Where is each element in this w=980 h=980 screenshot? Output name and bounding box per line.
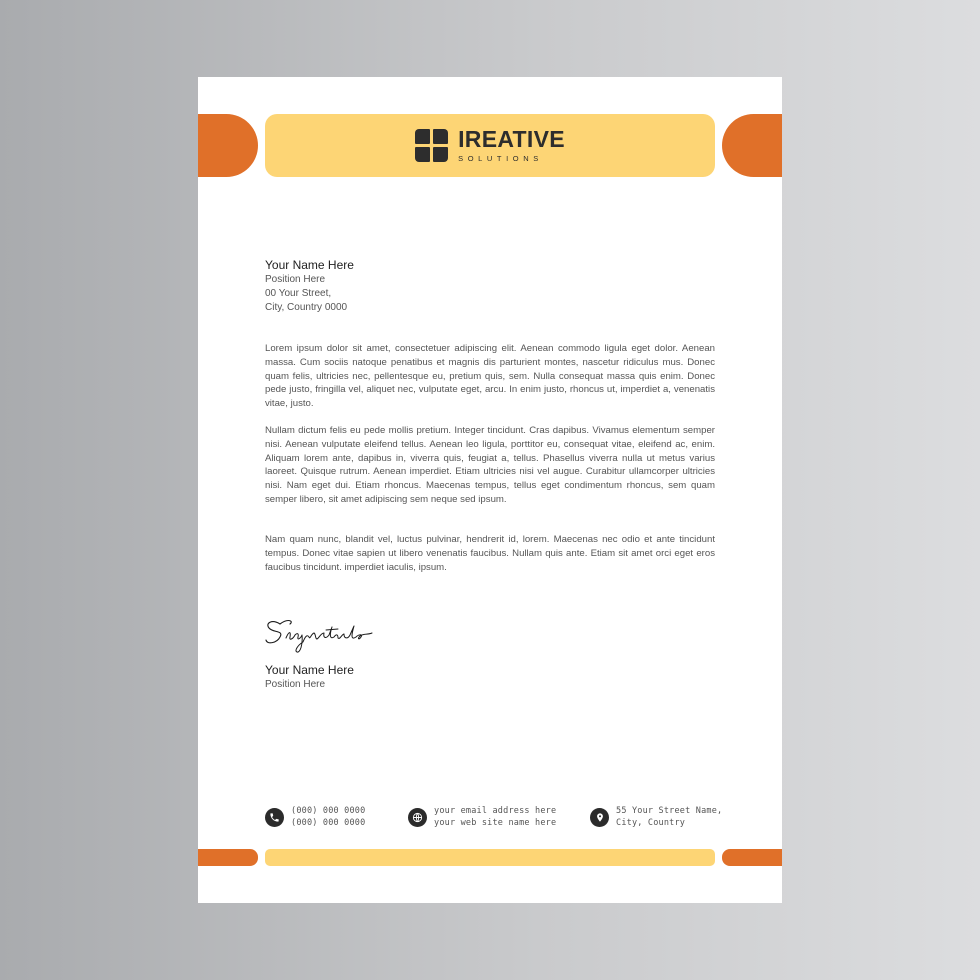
globe-icon bbox=[408, 808, 427, 827]
signer-position: Position Here bbox=[265, 679, 326, 690]
contact-phone bbox=[265, 805, 365, 829]
phone-text bbox=[291, 805, 365, 829]
handwritten-signature bbox=[264, 615, 374, 657]
header-right-orange-tab bbox=[722, 114, 782, 177]
location-pin-icon bbox=[590, 808, 609, 827]
phone-line-2: (000) 000 0000 bbox=[291, 818, 366, 828]
email-line: your email address here bbox=[434, 806, 557, 816]
signer-name: Your Name Here bbox=[265, 663, 354, 677]
four-rounded-squares-icon bbox=[415, 129, 448, 162]
body-paragraph-2: Nullam dictum felis eu pede mollis pretium. Integer tincidunt. Cras dapibus. Vivamus elementum semper nisi. Aenean vulputate eleifend tellus. Aenean leo ligula, porttitor eu, consequat vitae, eleifend ac, enim. Aliquam lorem ante, dapibus in, viverra quis, feugiat a, tellus. Phasellus viverra nulla ut metus varius laoreet. Quisque rutrum. Aenean imperdiet. Etiam ultricies nisi vel augue. Curabitur ullamcorper ultricies nisi. Nam eget dui. Etiam rhoncus. Maecenas tempus, tellus eget condimentum rhoncus, sem quam semper libero, sit amet adipiscing sem neque sed ipsum. bbox=[265, 425, 715, 505]
logo-wordmark bbox=[458, 128, 565, 163]
sender-position: Position Here bbox=[265, 274, 326, 285]
footer-left-orange-tab bbox=[198, 849, 258, 866]
website-line: your web site name here bbox=[434, 818, 557, 828]
company-tagline: SOLUTIONS bbox=[458, 154, 543, 163]
address-line-1: 55 Your Street Name, bbox=[616, 806, 723, 816]
sender-block bbox=[265, 258, 354, 315]
body-paragraph-1: Lorem ipsum dolor sit amet, consectetuer adipiscing elit. Aenean commodo ligula eget dolor. Aenean massa. Cum sociis natoque penatibus et magnis dis parturient montes, nascetur ridiculus mus. Donec quam felis, ultricies nec, pellentesque eu, pretium quis, sem. Nulla consequat massa quis enim. Donec pede justo, fringilla vel, aliquet nec, vulputate eget, arcu. In enim justo, rhoncus ut, imperdiet a, venenatis vitae, justo. bbox=[265, 343, 715, 410]
contact-web bbox=[408, 805, 556, 829]
body-paragraph-3: Nam quam nunc, blandit vel, luctus pulvinar, hendrerit id, lorem. Maecenas nec odio et ante tincidunt tempus. Donec vitae sapien ut libero venenatis faucibus. Nullam quis ante. Etiam sit amet orci eget eros faucibus tincidunt. imperdiet iaculis, ipsum. bbox=[265, 534, 715, 573]
web-text bbox=[434, 805, 556, 829]
header-left-orange-tab bbox=[198, 114, 258, 177]
footer-right-orange-tab bbox=[722, 849, 782, 866]
company-name: IREATIVE bbox=[458, 126, 565, 152]
phone-line-1: (000) 000 0000 bbox=[291, 806, 366, 816]
footer-yellow-bar bbox=[265, 849, 715, 866]
sender-street: 00 Your Street, bbox=[265, 288, 332, 299]
header-banner bbox=[265, 114, 715, 177]
phone-icon bbox=[265, 808, 284, 827]
address-text bbox=[616, 805, 722, 829]
letterhead-page bbox=[198, 77, 782, 903]
contact-address bbox=[590, 805, 722, 829]
sender-name: Your Name Here bbox=[265, 258, 354, 272]
signer-block bbox=[265, 663, 354, 692]
sender-city: City, Country 0000 bbox=[265, 302, 348, 313]
address-line-2: City, Country bbox=[616, 818, 686, 828]
company-logo bbox=[415, 128, 565, 163]
